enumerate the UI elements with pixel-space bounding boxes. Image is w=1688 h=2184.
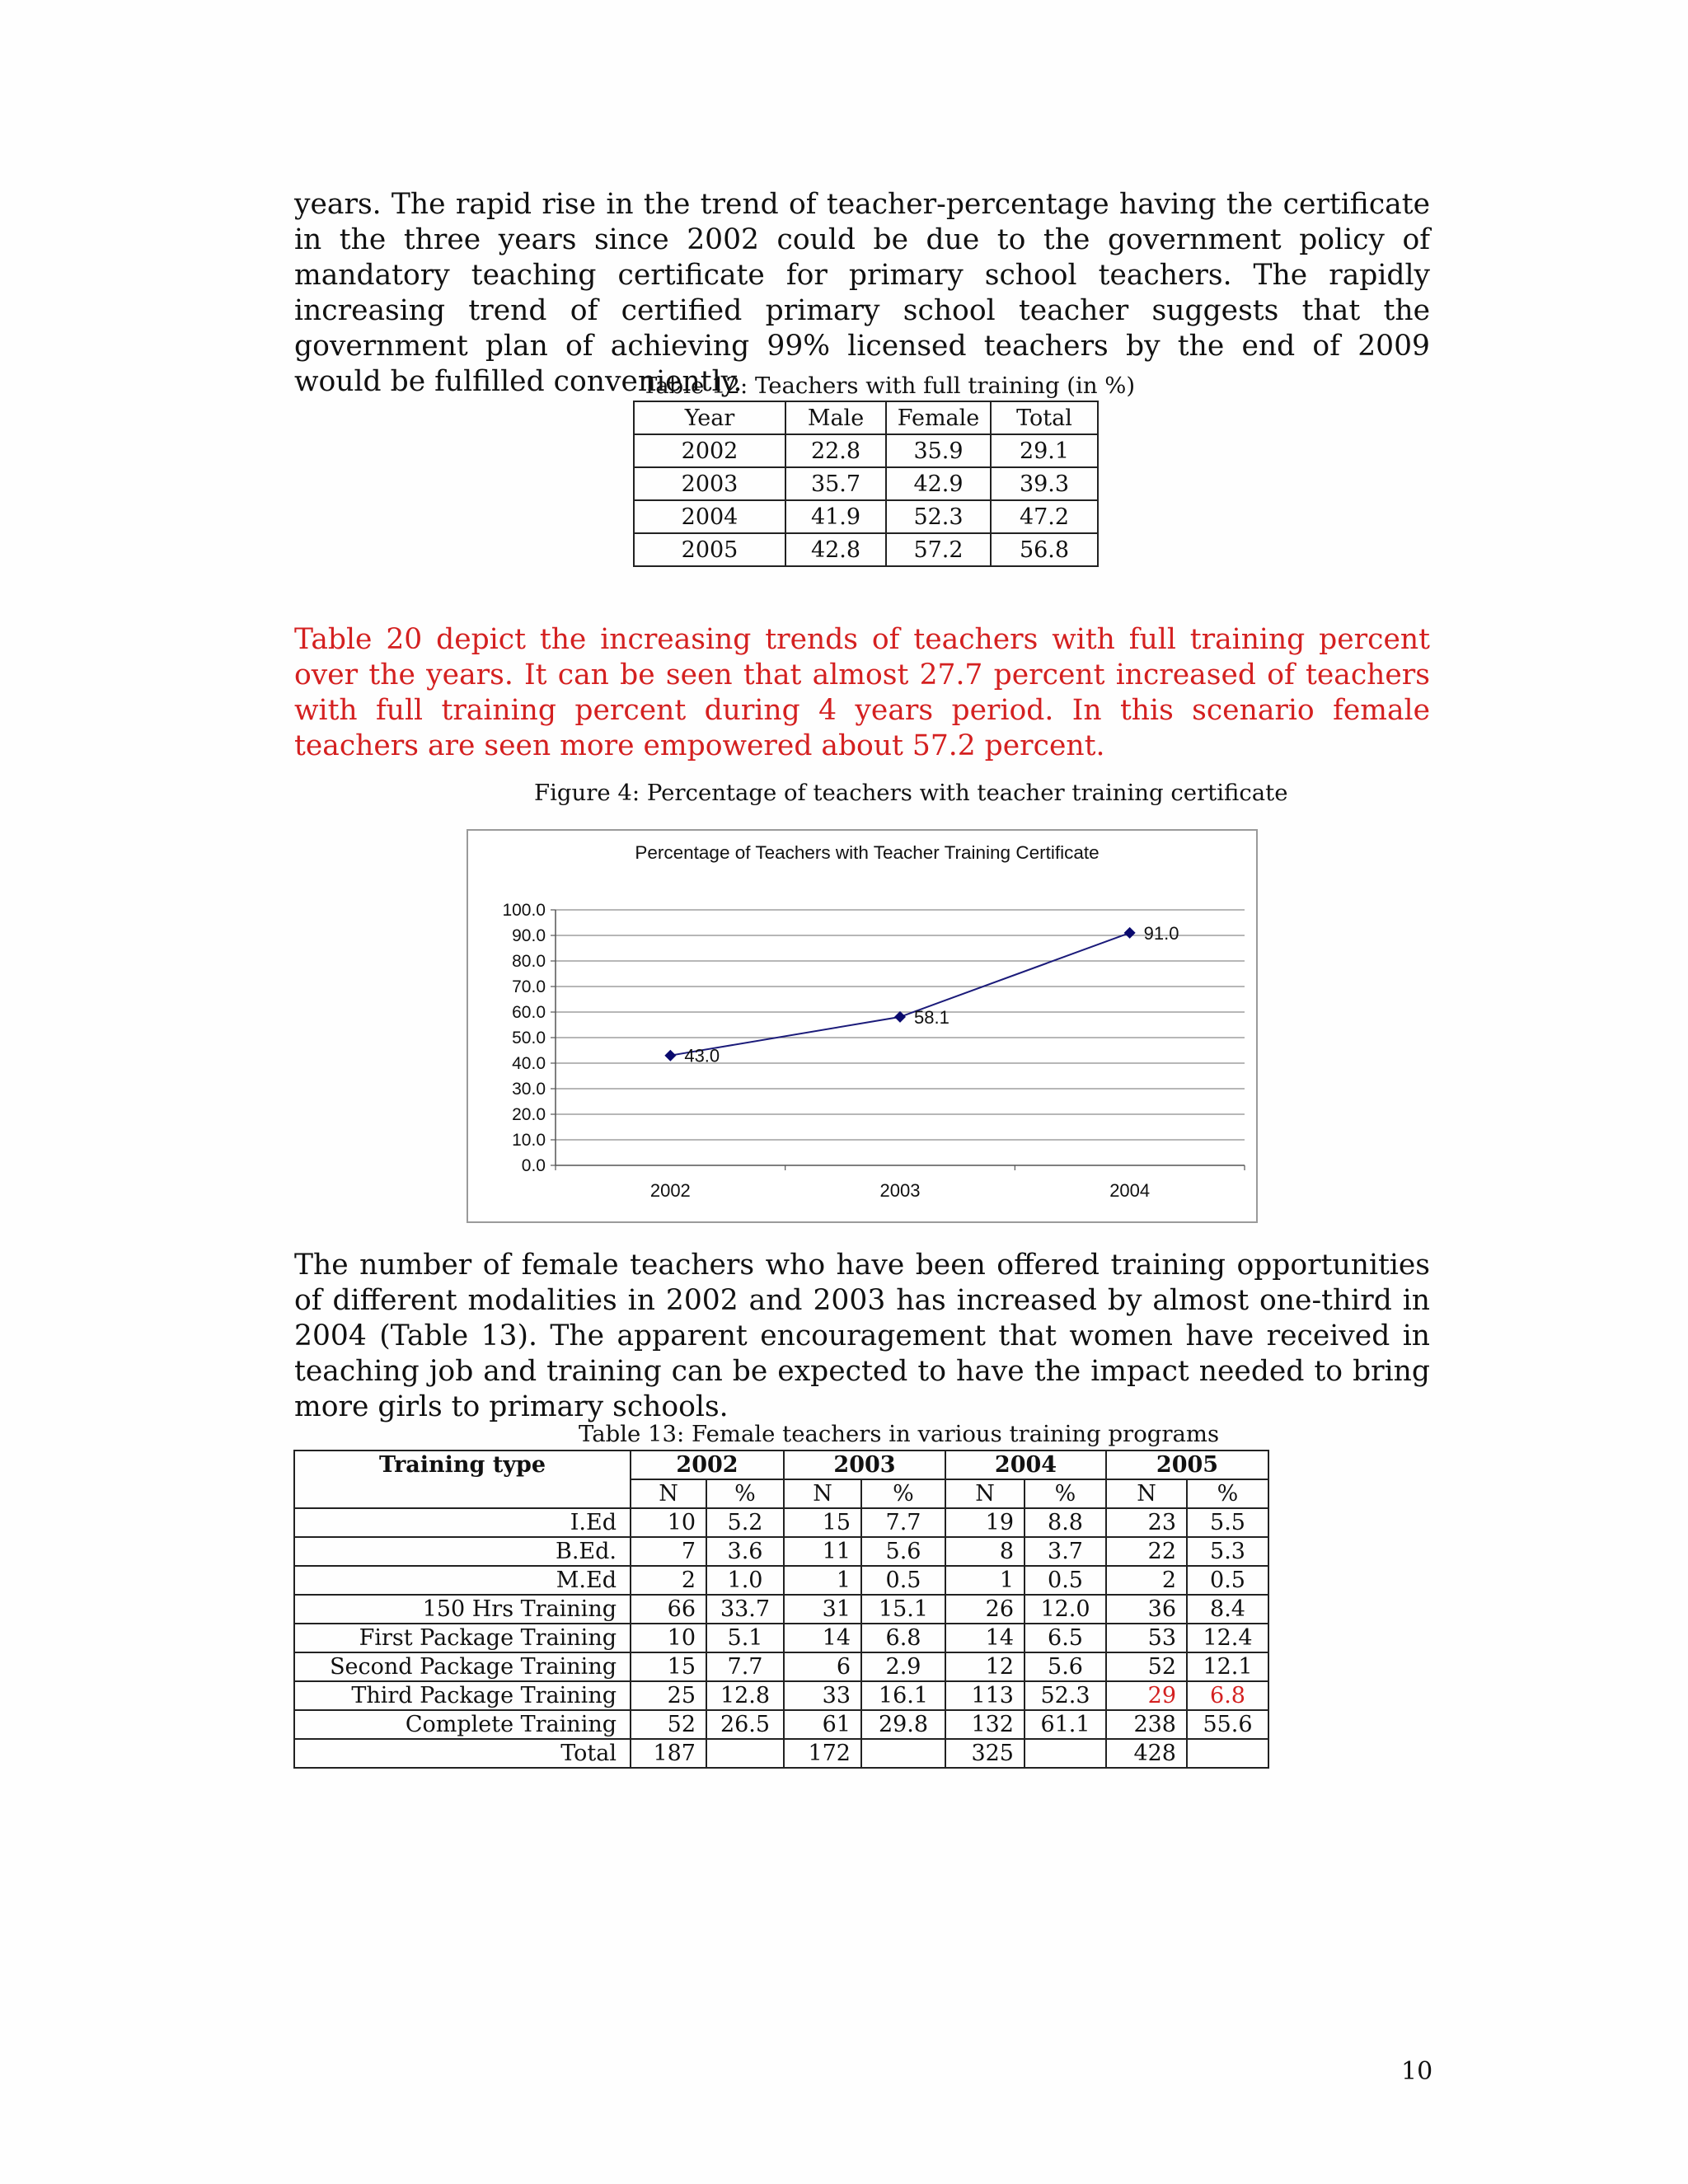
y-tick-label: 0.0 [521, 1156, 546, 1175]
table-cell [706, 1739, 784, 1768]
row-label: 150 Hrs Training [294, 1595, 631, 1624]
table-cell: 14 [784, 1624, 861, 1652]
table-cell: 8.8 [1025, 1508, 1106, 1537]
body-paragraph-2: Table 20 depict the increasing trends of teachers with full training percent over the years. It can be seen that almost 27.7 percent increased of teachers with full training percent during 4 years period. In this scenario female teachers are seen more empowered about 57.2 percent. [294, 623, 1430, 762]
table-cell: 35.9 [886, 434, 991, 467]
header-total: Total [991, 401, 1098, 434]
table-cell: 5.6 [861, 1537, 945, 1566]
row-label: B.Ed. [294, 1537, 631, 1566]
table-cell: 12 [945, 1652, 1025, 1681]
table-row [294, 1739, 1268, 1768]
table-cell: 1.0 [706, 1566, 784, 1595]
table-13-caption: Table 13: Female teachers in various training programs [579, 1421, 1220, 1447]
table-cell: 26.5 [706, 1710, 784, 1739]
data-point [664, 1050, 676, 1062]
table-cell: 52.3 [886, 500, 991, 533]
subheader-cell: N [1106, 1479, 1187, 1508]
table-cell: 25 [631, 1681, 706, 1710]
body-paragraph-1: years. The rapid rise in the trend of teacher-percentage having the certificate in the three years since 2002 could be due to the government policy of mandatory teaching certificate for primary school teachers. The rapidly increasing trend of certified primary school teacher suggests that the government plan of achieving 99% licensed teachers by the end of 2009 would be fulfilled conveniently. [294, 188, 1430, 398]
table-cell: 113 [945, 1681, 1025, 1710]
header-year: 2005 [1106, 1451, 1268, 1479]
y-tick-label: 20.0 [512, 1105, 546, 1124]
subheader-cell: % [1025, 1479, 1106, 1508]
table-cell: 41.9 [785, 500, 886, 533]
table-cell: 55.6 [1187, 1710, 1268, 1739]
table-cell: 22 [1106, 1537, 1187, 1566]
table-row [294, 1652, 1268, 1681]
table-cell: 42.8 [785, 533, 886, 566]
table-cell: 52.3 [1025, 1681, 1106, 1710]
table-cell: 2 [631, 1566, 706, 1595]
table-row [294, 1595, 1268, 1624]
y-tick-label: 80.0 [512, 952, 546, 971]
table-cell: 16.1 [861, 1681, 945, 1710]
data-point [894, 1011, 906, 1023]
table-cell: 29.1 [991, 434, 1098, 467]
subheader-cell: N [631, 1479, 706, 1508]
table-cell: 0.5 [1025, 1566, 1106, 1595]
table-cell: 7 [631, 1537, 706, 1566]
x-tick-label: 2002 [649, 1180, 691, 1201]
row-label: I.Ed [294, 1508, 631, 1537]
table-cell: 42.9 [886, 467, 991, 500]
table-row [634, 467, 1098, 500]
chart-canvas [468, 831, 1256, 1221]
table-header-row [294, 1451, 1268, 1479]
table-cell: 428 [1106, 1739, 1187, 1768]
table-cell: 35.7 [785, 467, 886, 500]
table-cell: 14 [945, 1624, 1025, 1652]
figure-4-caption: Figure 4: Percentage of teachers with teacher training certificate [534, 780, 1288, 806]
header-year: Year [634, 401, 785, 434]
table-13 [293, 1450, 1269, 1769]
table-cell [1025, 1739, 1106, 1768]
header-year: 2003 [784, 1451, 945, 1479]
table-cell: 0.5 [861, 1566, 945, 1595]
chart-title: Percentage of Teachers with Teacher Training Certificate [635, 842, 1100, 863]
table-cell: 29 [1106, 1681, 1187, 1710]
table-cell: 5.5 [1187, 1508, 1268, 1537]
table-cell: 172 [784, 1739, 861, 1768]
table-cell: 39.3 [991, 467, 1098, 500]
subheader-cell: % [706, 1479, 784, 1508]
table-cell: 10 [631, 1508, 706, 1537]
table-cell: 2 [1106, 1566, 1187, 1595]
series-line [670, 933, 1129, 1056]
table-cell: 2005 [634, 533, 785, 566]
table-cell: 132 [945, 1710, 1025, 1739]
table-cell: 6.8 [1187, 1681, 1268, 1710]
table-cell: 2003 [634, 467, 785, 500]
table-cell: 7.7 [706, 1652, 784, 1681]
header-male: Male [785, 401, 886, 434]
table-cell: 187 [631, 1739, 706, 1768]
table-row [294, 1624, 1268, 1652]
table-cell: 61 [784, 1710, 861, 1739]
table-cell: 12.0 [1025, 1595, 1106, 1624]
table-row [634, 533, 1098, 566]
data-point [1124, 927, 1136, 939]
table-cell [861, 1739, 945, 1768]
table-cell: 3.6 [706, 1537, 784, 1566]
data-label: 43.0 [684, 1045, 720, 1066]
table-cell: 0.5 [1187, 1566, 1268, 1595]
row-label: Third Package Training [294, 1681, 631, 1710]
row-label: Complete Training [294, 1710, 631, 1739]
header-year: 2004 [945, 1451, 1106, 1479]
table-cell: 6.8 [861, 1624, 945, 1652]
y-tick-label: 90.0 [512, 926, 546, 945]
table-cell: 29.8 [861, 1710, 945, 1739]
table-cell: 5.2 [706, 1508, 784, 1537]
row-label: Total [294, 1739, 631, 1768]
table-cell: 36 [1106, 1595, 1187, 1624]
table-cell: 31 [784, 1595, 861, 1624]
table-cell: 5.3 [1187, 1537, 1268, 1566]
body-paragraph-3: The number of female teachers who have been offered training opportunities of different modalities in 2002 and 2003 has increased by almost one-third in 2004 (Table 13). The apparent encouragement that women have received in teaching job and training can be expected to have the impact needed to bring more girls to primary schools. [294, 1249, 1430, 1423]
line-chart [467, 829, 1258, 1223]
table-cell: 66 [631, 1595, 706, 1624]
table-cell: 47.2 [991, 500, 1098, 533]
table-cell: 238 [1106, 1710, 1187, 1739]
table-cell: 3.7 [1025, 1537, 1106, 1566]
table-cell: 6.5 [1025, 1624, 1106, 1652]
table-cell: 19 [945, 1508, 1025, 1537]
table-row [294, 1710, 1268, 1739]
subheader-cell: N [945, 1479, 1025, 1508]
subheader-cell: % [861, 1479, 945, 1508]
table-cell: 15 [784, 1508, 861, 1537]
table-cell: 5.1 [706, 1624, 784, 1652]
x-tick-label: 2004 [1109, 1180, 1151, 1201]
table-cell: 52 [631, 1710, 706, 1739]
y-tick-label: 10.0 [512, 1131, 546, 1150]
table-cell: 10 [631, 1624, 706, 1652]
table-row [634, 500, 1098, 533]
y-tick-label: 60.0 [512, 1003, 546, 1022]
y-tick-label: 70.0 [512, 977, 546, 996]
table-cell: 53 [1106, 1624, 1187, 1652]
table-cell: 15 [631, 1652, 706, 1681]
table-cell: 2002 [634, 434, 785, 467]
table-cell: 33.7 [706, 1595, 784, 1624]
data-label: 58.1 [914, 1006, 950, 1028]
table-cell: 12.4 [1187, 1624, 1268, 1652]
table-cell: 8.4 [1187, 1595, 1268, 1624]
row-label: M.Ed [294, 1566, 631, 1595]
table-cell [1187, 1739, 1268, 1768]
table-cell: 12.8 [706, 1681, 784, 1710]
row-label: First Package Training [294, 1624, 631, 1652]
table-cell: 61.1 [1025, 1710, 1106, 1739]
table-cell: 6 [784, 1652, 861, 1681]
table-row [294, 1681, 1268, 1710]
table-cell: 52 [1106, 1652, 1187, 1681]
table-cell: 2.9 [861, 1652, 945, 1681]
table-cell: 325 [945, 1739, 1025, 1768]
table-cell: 12.1 [1187, 1652, 1268, 1681]
table-cell: 57.2 [886, 533, 991, 566]
table-row [634, 434, 1098, 467]
header-training-type: Training type [294, 1451, 631, 1508]
header-female: Female [886, 401, 991, 434]
y-tick-label: 50.0 [512, 1029, 546, 1047]
table-cell: 1 [945, 1566, 1025, 1595]
y-tick-label: 40.0 [512, 1054, 546, 1073]
table-row [294, 1508, 1268, 1537]
table-cell: 7.7 [861, 1508, 945, 1537]
table-cell: 22.8 [785, 434, 886, 467]
table-cell: 8 [945, 1537, 1025, 1566]
table-cell: 15.1 [861, 1595, 945, 1624]
table-12-caption: Table 12: Teachers with full training (in %) [642, 373, 1136, 399]
table-header-row [634, 401, 1098, 434]
y-tick-label: 30.0 [512, 1080, 546, 1099]
data-label: 91.0 [1143, 922, 1179, 944]
subheader-cell: % [1187, 1479, 1268, 1508]
y-tick-label: 100.0 [502, 901, 546, 920]
row-label: Second Package Training [294, 1652, 631, 1681]
table-12 [633, 401, 1099, 567]
table-cell: 26 [945, 1595, 1025, 1624]
table-cell: 23 [1106, 1508, 1187, 1537]
table-cell: 33 [784, 1681, 861, 1710]
table-cell: 2004 [634, 500, 785, 533]
table-cell: 56.8 [991, 533, 1098, 566]
table-cell: 1 [784, 1566, 861, 1595]
page-number: 10 [1401, 2057, 1433, 2086]
subheader-cell: N [784, 1479, 861, 1508]
table-row [294, 1566, 1268, 1595]
header-year: 2002 [631, 1451, 784, 1479]
x-tick-label: 2003 [879, 1180, 921, 1201]
table-cell: 11 [784, 1537, 861, 1566]
table-row [294, 1537, 1268, 1566]
table-cell: 5.6 [1025, 1652, 1106, 1681]
